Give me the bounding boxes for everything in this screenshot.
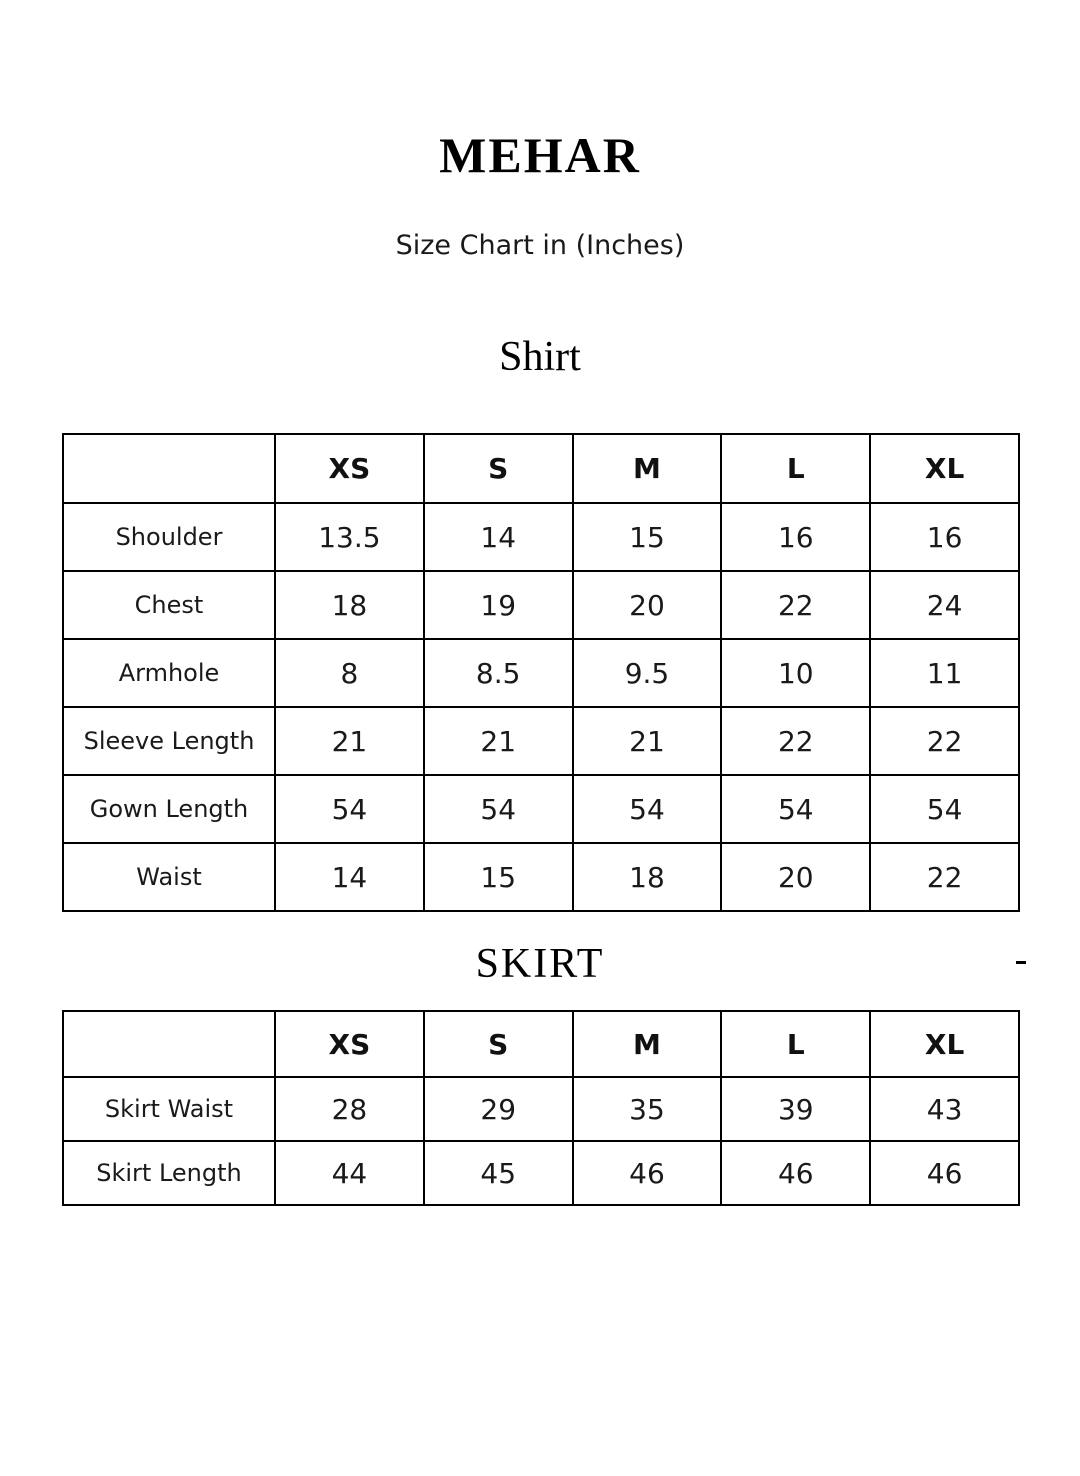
measurement-value-cell: 22 xyxy=(721,571,870,639)
measurement-label-cell: Sleeve Length xyxy=(63,707,275,775)
measurement-value-cell: 54 xyxy=(721,775,870,843)
table-border-overhang-line xyxy=(1016,961,1026,964)
measurement-value-cell: 21 xyxy=(573,707,722,775)
measurement-label-cell: Shoulder xyxy=(63,503,275,571)
size-header-cell: M xyxy=(573,1011,722,1077)
measurement-value-cell: 11 xyxy=(870,639,1019,707)
measurement-value-cell: 54 xyxy=(275,775,424,843)
measurement-label-cell: Chest xyxy=(63,571,275,639)
skirt-size-table xyxy=(62,1010,1020,1206)
measurement-value-cell: 8.5 xyxy=(424,639,573,707)
measurement-value-cell: 15 xyxy=(573,503,722,571)
measurement-label-cell: Gown Length xyxy=(63,775,275,843)
empty-corner-cell xyxy=(63,434,275,503)
measurement-value-cell: 39 xyxy=(721,1077,870,1141)
measurement-label-cell: Skirt Length xyxy=(63,1141,275,1205)
measurement-value-cell: 20 xyxy=(721,843,870,911)
measurement-row xyxy=(63,775,1019,843)
measurement-value-cell: 46 xyxy=(721,1141,870,1205)
measurement-value-cell: 28 xyxy=(275,1077,424,1141)
measurement-value-cell: 54 xyxy=(573,775,722,843)
measurement-value-cell: 8 xyxy=(275,639,424,707)
size-header-cell: L xyxy=(721,434,870,503)
measurement-value-cell: 16 xyxy=(721,503,870,571)
measurement-value-cell: 21 xyxy=(275,707,424,775)
measurement-value-cell: 18 xyxy=(275,571,424,639)
empty-corner-cell xyxy=(63,1011,275,1077)
measurement-value-cell: 35 xyxy=(573,1077,722,1141)
skirt-section-heading: SKIRT xyxy=(475,941,605,987)
measurement-label-cell: Skirt Waist xyxy=(63,1077,275,1141)
size-header-cell: S xyxy=(424,1011,573,1077)
measurement-row xyxy=(63,503,1019,571)
measurement-label-cell: Armhole xyxy=(63,639,275,707)
measurement-row xyxy=(63,571,1019,639)
measurement-value-cell: 22 xyxy=(721,707,870,775)
measurement-value-cell: 43 xyxy=(870,1077,1019,1141)
measurement-value-cell: 13.5 xyxy=(275,503,424,571)
measurement-value-cell: 45 xyxy=(424,1141,573,1205)
measurement-value-cell: 14 xyxy=(424,503,573,571)
measurement-label-cell: Waist xyxy=(63,843,275,911)
measurement-value-cell: 19 xyxy=(424,571,573,639)
measurement-value-cell: 9.5 xyxy=(573,639,722,707)
measurement-value-cell: 22 xyxy=(870,843,1019,911)
size-header-cell: XL xyxy=(870,1011,1019,1077)
measurement-row xyxy=(63,1141,1019,1205)
shirt-size-table xyxy=(62,433,1020,912)
size-header-row xyxy=(63,434,1019,503)
measurement-value-cell: 29 xyxy=(424,1077,573,1141)
measurement-value-cell: 46 xyxy=(870,1141,1019,1205)
measurement-value-cell: 10 xyxy=(721,639,870,707)
measurement-value-cell: 44 xyxy=(275,1141,424,1205)
size-header-cell: XS xyxy=(275,434,424,503)
measurement-value-cell: 21 xyxy=(424,707,573,775)
brand-title: MEHAR xyxy=(439,127,641,183)
measurement-row xyxy=(63,843,1019,911)
size-header-cell: XS xyxy=(275,1011,424,1077)
measurement-value-cell: 22 xyxy=(870,707,1019,775)
size-header-cell: M xyxy=(573,434,722,503)
size-header-cell: XL xyxy=(870,434,1019,503)
size-chart-page xyxy=(0,126,1080,1206)
measurement-row xyxy=(63,1077,1019,1141)
measurement-row xyxy=(63,707,1019,775)
measurement-value-cell: 20 xyxy=(573,571,722,639)
page-subtitle: Size Chart in (Inches) xyxy=(395,230,685,261)
measurement-value-cell: 15 xyxy=(424,843,573,911)
measurement-row xyxy=(63,639,1019,707)
size-header-cell: S xyxy=(424,434,573,503)
size-header-row xyxy=(63,1011,1019,1077)
measurement-value-cell: 14 xyxy=(275,843,424,911)
measurement-value-cell: 24 xyxy=(870,571,1019,639)
shirt-section-heading: Shirt xyxy=(499,334,581,380)
measurement-value-cell: 46 xyxy=(573,1141,722,1205)
measurement-value-cell: 54 xyxy=(870,775,1019,843)
measurement-value-cell: 18 xyxy=(573,843,722,911)
size-header-cell: L xyxy=(721,1011,870,1077)
measurement-value-cell: 16 xyxy=(870,503,1019,571)
measurement-value-cell: 54 xyxy=(424,775,573,843)
